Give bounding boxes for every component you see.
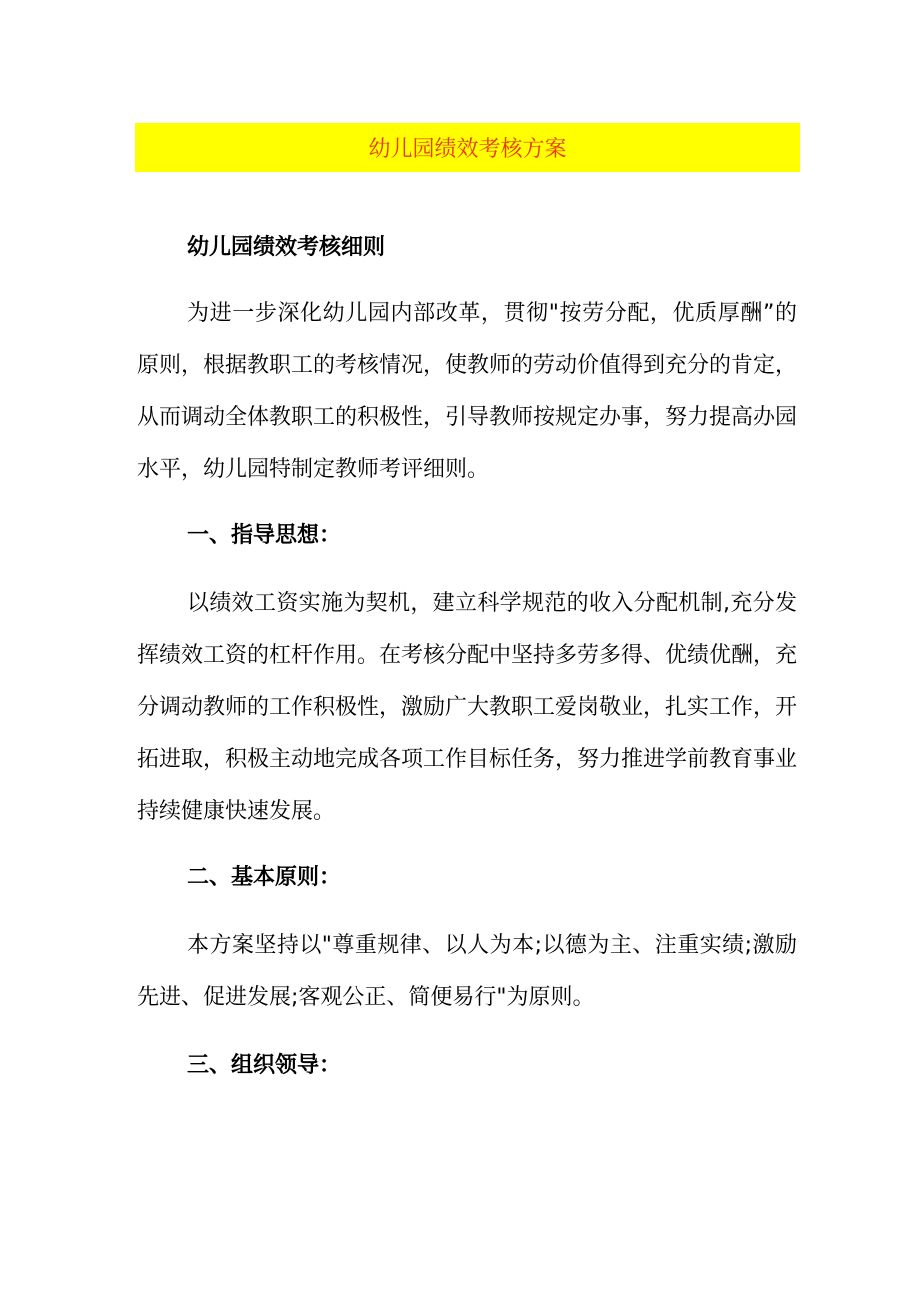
section-heading-guiding-ideology: 一、指导思想： [187,523,342,548]
main-heading: 幼儿园绩效考核细则 [187,235,386,260]
title-banner [135,123,800,172]
section-heading-basic-principles: 二、基本原则： [187,865,342,890]
section-paragraph-basic-principles: 本方案坚持以"尊重规律、以人为本;以德为主、注重实绩;激励先进、促进发展;客观公正、简便易行"为原则。 [137,933,797,1010]
section-heading-organization-leadership: 三、组织领导： [187,1053,342,1078]
section-paragraph-guiding-ideology: 以绩效工资实施为契机，建立科学规范的收入分配机制,充分发挥绩效工资的杠杆作用。在考核分配中坚持多劳多得、优绩优酬，充分调动教师的工作积极性，激励广大教职工爱岗敬业，扎实工作，开拓进取，积极主动地完成各项工作目标任务，努力推进学前教育事业持续健康快速发展。 [137,591,798,824]
intro-paragraph: 为进一步深化幼儿园内部改革，贯彻"按劳分配，优质厚酬”的原则，根据教职工的考核情况，使教师的劳动价值得到充分的肯定，从而调动全体教职工的积极性，引导教师按规定办事，努力提高办园水平，幼儿园特制定教师考评细则。 [137,301,798,482]
document-body [137,222,797,1092]
document-title: 幼儿园绩效考核方案 [368,137,567,162]
